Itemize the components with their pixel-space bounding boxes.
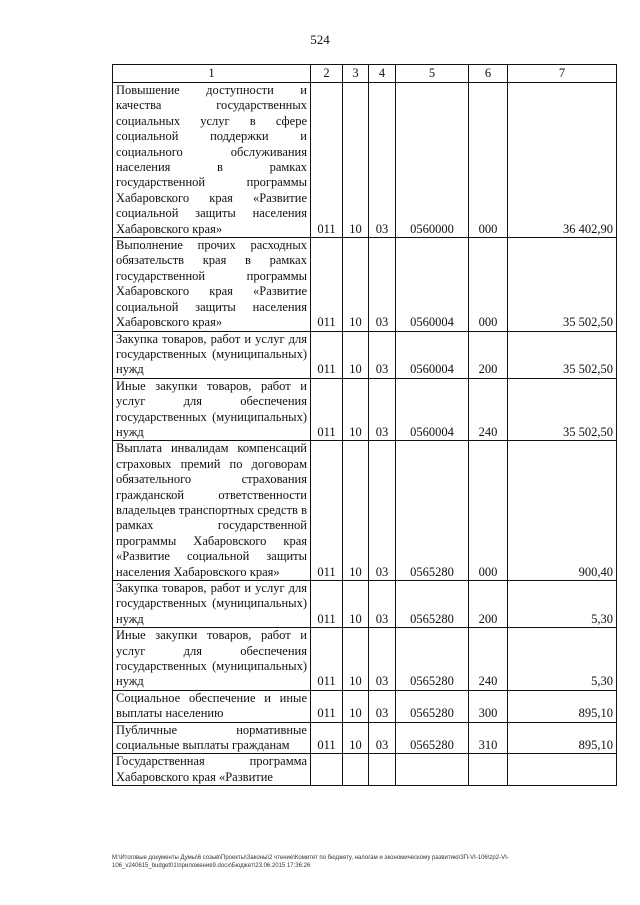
cell-expense-type: 000 (469, 441, 508, 581)
cell-amount: 895,10 (508, 690, 617, 722)
cell-section: 10 (343, 441, 369, 581)
cell-section: 10 (343, 628, 369, 691)
table-row (113, 581, 617, 628)
table-row (113, 722, 617, 754)
cell-section: 10 (343, 238, 369, 331)
cell-ministry (311, 754, 343, 786)
table-row (113, 331, 617, 378)
cell-expense-type: 240 (469, 378, 508, 441)
table-row (113, 628, 617, 691)
cell-section: 10 (343, 83, 369, 238)
cell-section: 10 (343, 722, 369, 754)
cell-ministry: 011 (311, 581, 343, 628)
cell-section: 10 (343, 378, 369, 441)
table-row (113, 238, 617, 331)
footer-file-path: M:\Итоговые документы Думы\6 созыв\Проекты\Законы\2 чтение\Комитет по бюджету, налогам и экономическому развитию\ЗП-VI-106\zp2-VI-106_v240615_budget01\приложение9.docx\Бюджет\23.06.2015 17:36:26 (112, 855, 509, 869)
cell-target-article: 0565280 (396, 628, 469, 691)
cell-subsection: 03 (369, 441, 396, 581)
cell-subsection: 03 (369, 581, 396, 628)
row-name: Выплата инвалидам компенсаций страховых премий по договорам обязательного страхования гражданской ответственности владельцев транспортных средств в рамках государственной программы Хабаровского края «Развитие социальной защиты населения Хабаровского края» (113, 441, 311, 581)
cell-section: 10 (343, 581, 369, 628)
row-name: Закупка товаров, работ и услуг для государственных (муниципальных) нужд (113, 581, 311, 628)
row-name: Повышение доступности и качества государственных социальных услуг в сфере социальной поддержки и социального обслуживания населения в рамках государственной программы Хабаровского края «Развитие социальной защиты населения Хабаровского края» (113, 83, 311, 238)
cell-expense-type: 300 (469, 690, 508, 722)
cell-section: 10 (343, 690, 369, 722)
table-row (113, 378, 617, 441)
col-header: 6 (469, 65, 508, 83)
cell-subsection: 03 (369, 331, 396, 378)
cell-expense-type: 310 (469, 722, 508, 754)
cell-target-article: 0560000 (396, 83, 469, 238)
cell-subsection (369, 754, 396, 786)
row-name: Социальное обеспечение и иные выплаты населению (113, 690, 311, 722)
cell-target-article: 0565280 (396, 441, 469, 581)
cell-amount (508, 754, 617, 786)
cell-expense-type: 240 (469, 628, 508, 691)
cell-target-article: 0565280 (396, 581, 469, 628)
cell-expense-type: 200 (469, 331, 508, 378)
cell-amount: 36 402,90 (508, 83, 617, 238)
header-row (113, 65, 617, 83)
cell-amount: 35 502,50 (508, 238, 617, 331)
cell-ministry: 011 (311, 331, 343, 378)
col-header: 7 (508, 65, 617, 83)
row-name: Выполнение прочих расходных обязательств края в рамках государственной программы Хабаровского края «Развитие социальной защиты населения Хабаровского края» (113, 238, 311, 331)
cell-section: 10 (343, 331, 369, 378)
cell-amount: 900,40 (508, 441, 617, 581)
cell-ministry: 011 (311, 238, 343, 331)
col-header: 3 (343, 65, 369, 83)
cell-target-article: 0560004 (396, 331, 469, 378)
cell-target-article: 0565280 (396, 690, 469, 722)
row-name: Государственная программа Хабаровского края «Развитие (113, 754, 311, 786)
cell-ministry: 011 (311, 378, 343, 441)
row-name: Публичные нормативные социальные выплаты гражданам (113, 722, 311, 754)
row-name: Закупка товаров, работ и услуг для государственных (муниципальных) нужд (113, 331, 311, 378)
col-header: 5 (396, 65, 469, 83)
cell-ministry: 011 (311, 690, 343, 722)
cell-subsection: 03 (369, 83, 396, 238)
cell-subsection: 03 (369, 238, 396, 331)
col-header: 1 (113, 65, 311, 83)
budget-table (112, 64, 617, 786)
cell-expense-type (469, 754, 508, 786)
table-row (113, 690, 617, 722)
cell-expense-type: 000 (469, 238, 508, 331)
col-header: 4 (369, 65, 396, 83)
cell-amount: 5,30 (508, 628, 617, 691)
cell-section (343, 754, 369, 786)
cell-ministry: 011 (311, 722, 343, 754)
cell-subsection: 03 (369, 628, 396, 691)
cell-subsection: 03 (369, 378, 396, 441)
row-name: Иные закупки товаров, работ и услуг для обеспечения государственных (муниципальных) нужд (113, 378, 311, 441)
cell-amount: 35 502,50 (508, 331, 617, 378)
table-row (113, 441, 617, 581)
cell-target-article: 0560004 (396, 378, 469, 441)
row-name: Иные закупки товаров, работ и услуг для обеспечения государственных (муниципальных) нужд (113, 628, 311, 691)
cell-expense-type: 200 (469, 581, 508, 628)
cell-target-article: 0560004 (396, 238, 469, 331)
cell-ministry: 011 (311, 441, 343, 581)
cell-target-article: 0565280 (396, 722, 469, 754)
cell-target-article (396, 754, 469, 786)
cell-subsection: 03 (369, 722, 396, 754)
page-number: 524 (310, 32, 330, 47)
table-row (113, 83, 617, 238)
col-header: 2 (311, 65, 343, 83)
cell-ministry: 011 (311, 83, 343, 238)
cell-ministry: 011 (311, 628, 343, 691)
cell-amount: 895,10 (508, 722, 617, 754)
cell-amount: 35 502,50 (508, 378, 617, 441)
cell-amount: 5,30 (508, 581, 617, 628)
table-row (113, 754, 617, 786)
cell-expense-type: 000 (469, 83, 508, 238)
cell-subsection: 03 (369, 690, 396, 722)
